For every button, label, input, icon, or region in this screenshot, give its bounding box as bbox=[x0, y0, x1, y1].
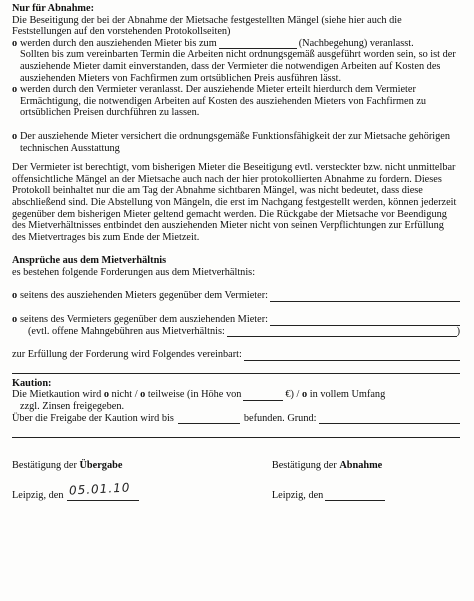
vermieter-paragraph: Der Vermieter ist berechtigt, vom bisherigen Mieter die Beseitigung evtl. versteckter bzw. nicht unmittelbar offensichtliche Mängel an der Mietsache auch nach der hier protokollierten Abnahme zu fordern. Dieses Protokoll beinhaltet nur die am Tag der Abnahme sichtbaren Mängel, was nicht bedeutet, dass diese abschließend sind. Die Abstellung von Mängeln, die erst im Nachgang festgestellt werden, können jederzeit gegenüber dem bisherigen Mieter geltend gemacht werden. Die Rückgabe der Mietsache vor Beendigung des Mietverhältnisses entbindet den ausziehenden Mieter nicht von seinen Verpflichtungen zur Erfüllung des Mietvertrages bis zum Ende der Mietzeit. bbox=[12, 162, 457, 243]
kaution-date-field[interactable] bbox=[178, 415, 240, 424]
checkbox-option-2[interactable]: o bbox=[12, 84, 18, 96]
signature-dates bbox=[12, 480, 460, 502]
checkbox-kaution-teilweise[interactable]: o bbox=[140, 389, 146, 401]
kaution-text-grund: befunden. Grund: bbox=[243, 412, 317, 424]
kaution-text-d: €) / bbox=[285, 389, 300, 401]
kaution-line-2: zzgl. Zinsen freigegeben. bbox=[20, 401, 125, 413]
checkbox-claim-1[interactable]: o bbox=[12, 290, 18, 302]
agreement-row bbox=[12, 349, 460, 361]
kaution-text-c: teilweise (in Höhe von bbox=[147, 389, 242, 401]
option1-text-a: werden durch den ausziehenden Mieter bis zum bbox=[20, 37, 217, 49]
claim1-text: seitens des ausziehenden Mieters gegenüber dem Vermieter: bbox=[20, 290, 268, 302]
checkbox-option-3[interactable]: o bbox=[12, 130, 18, 142]
option3-text: Der ausziehende Mieter versichert die ordnungsgemäße Funktionsfähigkeit der zur Mietsache gehörigen technischen Ausstattung bbox=[20, 130, 451, 154]
section-title-abnahme: Nur für Abnahme: bbox=[12, 3, 95, 14]
handwritten-date: 05.01.10 bbox=[69, 480, 132, 499]
option-technik bbox=[12, 131, 460, 154]
section-title-ansprueche: Ansprüche aus dem Mietverhältnis bbox=[12, 255, 167, 267]
checkbox-option-1[interactable]: o bbox=[12, 37, 18, 49]
checkbox-kaution-nicht[interactable]: o bbox=[103, 389, 109, 401]
mahngebuehren-row bbox=[12, 326, 460, 338]
kaution-text-e: in vollem Umfang bbox=[309, 389, 386, 401]
claim2-field[interactable] bbox=[270, 316, 460, 326]
option1-text-b: (Nachbegehung) veranlasst. bbox=[298, 37, 414, 49]
right-date-field[interactable] bbox=[325, 492, 385, 501]
agreement-field[interactable] bbox=[244, 351, 460, 361]
agreement-text: zur Erfüllung der Forderung wird Folgendes vereinbart: bbox=[12, 349, 242, 361]
left-label-b: Übergabe bbox=[79, 460, 123, 472]
kaution-text-b: nicht / bbox=[111, 389, 138, 401]
left-date-field[interactable] bbox=[67, 480, 139, 501]
checkbox-claim-2[interactable]: o bbox=[12, 314, 18, 326]
option2-text: werden durch den Vermieter veranlasst. Der ausziehende Mieter erteilt hierdurch dem Vermieter Ermächtigung, die notwendigen Arbeiten auf Kosten des ausziehenden Mieters von Fachfirmen zu ortsüblichen Preisen durchführen zu lassen. bbox=[20, 84, 427, 119]
right-label-b: Abnahme bbox=[339, 460, 383, 472]
mahngebuehren-field[interactable] bbox=[227, 327, 457, 337]
left-place: Leipzig, den bbox=[12, 489, 64, 501]
right-place: Leipzig, den bbox=[271, 489, 324, 501]
claim-vermieter-row bbox=[12, 314, 460, 326]
ansprueche-intro: es bestehen folgende Forderungen aus dem Mietverhältnis: bbox=[12, 266, 256, 278]
date-field-nachbegehung[interactable] bbox=[219, 40, 297, 49]
section-title-kaution: Kaution: bbox=[12, 377, 52, 389]
option1-text-rest: Sollten bis zum vereinbarten Termin die Arbeiten nicht ordnungsgemäß ausgeführt worden sein, so ist der ausziehende Mieter damit einverstanden, dass der Vermieter die notwendigen Arbeiten auf Kosten des ausziehenden Mieters von Fachfirmen zum ortsüblichen Preis ausführen lässt. bbox=[20, 49, 456, 84]
right-label-a: Bestätigung der bbox=[271, 460, 337, 472]
signature-labels bbox=[12, 460, 460, 472]
kaution-line-3 bbox=[12, 413, 460, 425]
claim1-field[interactable] bbox=[270, 292, 460, 302]
left-label-a: Bestätigung der bbox=[12, 460, 77, 472]
kaution-reason-field[interactable] bbox=[319, 414, 461, 424]
kaution-text-a: Die Mietkaution wird bbox=[12, 389, 102, 401]
kaution-line-1 bbox=[12, 389, 460, 401]
option-nachbegehung bbox=[12, 38, 460, 84]
checkbox-kaution-voll[interactable]: o bbox=[302, 389, 308, 401]
claim-mieter-row bbox=[12, 290, 460, 302]
kaution-text-bis: Über die Freigabe der Kaution wird bis bbox=[12, 412, 174, 424]
claim2-note: (evtl. offene Mahngebühren aus Mietverhältnis: bbox=[28, 325, 225, 337]
option-vermieter bbox=[12, 84, 460, 119]
section-intro: Die Beseitigung der bei der Abnahme der Mietsache festgestellten Mängel (siehe hier auch die Feststellungen auf den vorstehenden Protokollseiten) bbox=[12, 14, 402, 38]
claim2-close: ) bbox=[456, 325, 460, 337]
claim2-text: seitens des Vermieters gegenüber dem ausziehenden Mieter: bbox=[20, 314, 268, 326]
kaution-amount-field[interactable] bbox=[243, 392, 283, 401]
